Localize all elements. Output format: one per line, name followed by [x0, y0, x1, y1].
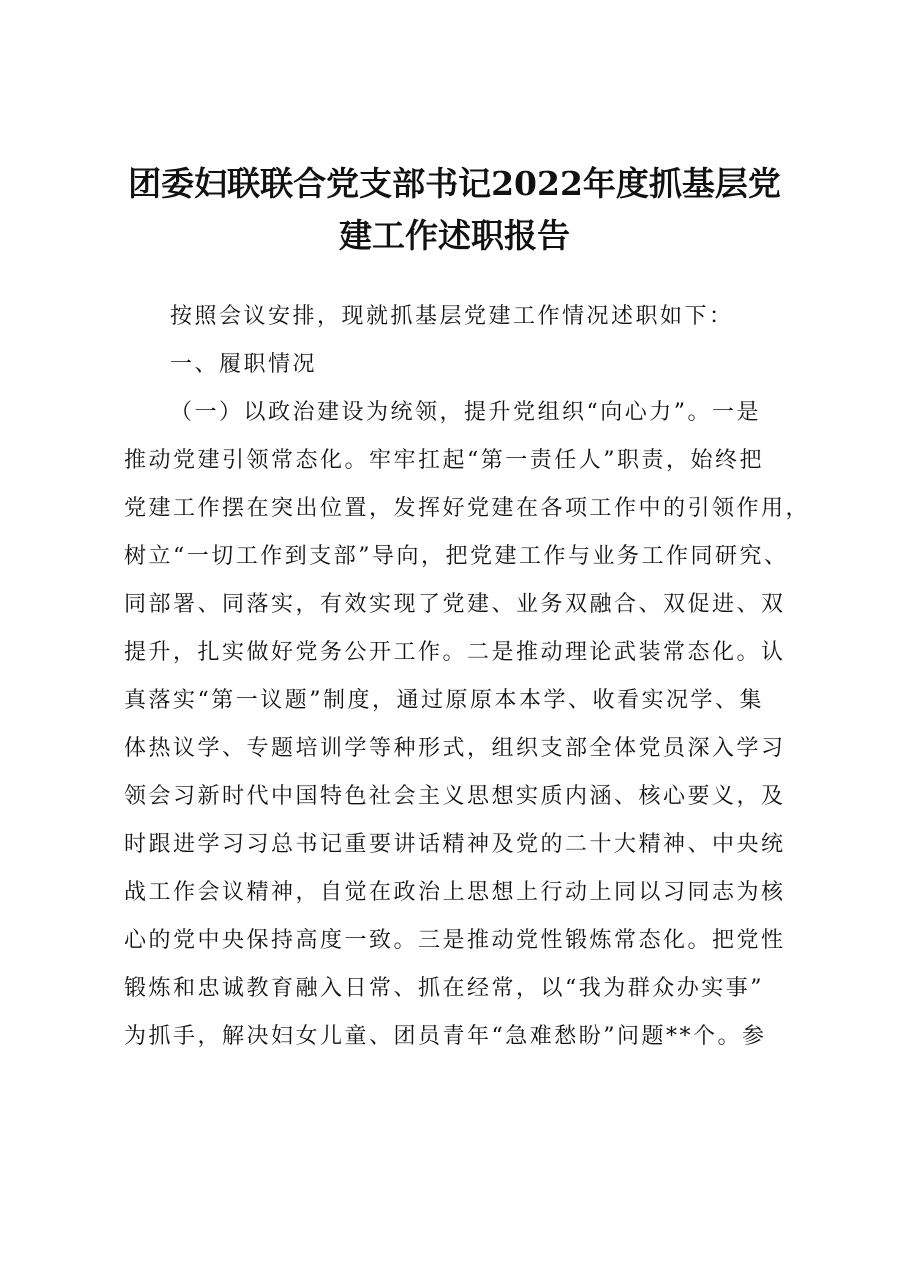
body-text-line: 党建工作摆在突出位置，发挥好党建在各项工作中的引领作用，	[124, 496, 811, 521]
body-text-line: 提升，扎实做好党务公开工作。二是推动理论武装常态化。认	[124, 640, 786, 665]
document-title-line-2: 建工作述职报告	[339, 216, 570, 255]
body-text-line: 树立“一切工作到支部”导向，把党建工作与业务工作同研究、	[124, 544, 789, 569]
paragraph-intro-line: 按照会议安排，现就抓基层党建工作情况述职如下：	[170, 304, 734, 329]
section-heading: 一、履职情况	[170, 352, 318, 377]
body-text-line: 体热议学、专题培训学等种形式，组织支部全体党员深入学习	[124, 736, 786, 761]
body-text-line: 推动党建引领常态化。牢牢扛起“第一责任人”职责，始终把	[124, 448, 764, 473]
body-text-line: 为抓手，解决妇女儿童、团员青年“急难愁盼”问题**个。参	[124, 1024, 767, 1049]
body-text-line: 战工作会议精神，自觉在政治上思想上行动上同以习同志为核	[124, 880, 786, 905]
body-text-line: 领会习新时代中国特色社会主义思想实质内涵、核心要义，及	[124, 784, 786, 809]
body-text-line: 心的党中央保持高度一致。三是推动党性锻炼常态化。把党性	[124, 928, 786, 953]
document-title-line-1: 团委妇联联合党支部书记2022年度抓基层党	[128, 164, 781, 203]
body-text-line: 锻炼和忠诚教育融入日常、抓在经常，以“我为群众办实事”	[124, 976, 764, 1001]
body-text-line: （一）以政治建设为统领，提升党组织“向心力”。一是	[170, 400, 761, 425]
body-text-line: 时跟进学习习总书记重要讲话精神及党的二十大精神、中央统	[124, 832, 786, 857]
body-text-line: 同部署、同落实，有效实现了党建、业务双融合、双促进、双	[124, 592, 786, 617]
body-text-line: 真落实“第一议题”制度，通过原原本本学、收看实况学、集	[124, 688, 764, 713]
